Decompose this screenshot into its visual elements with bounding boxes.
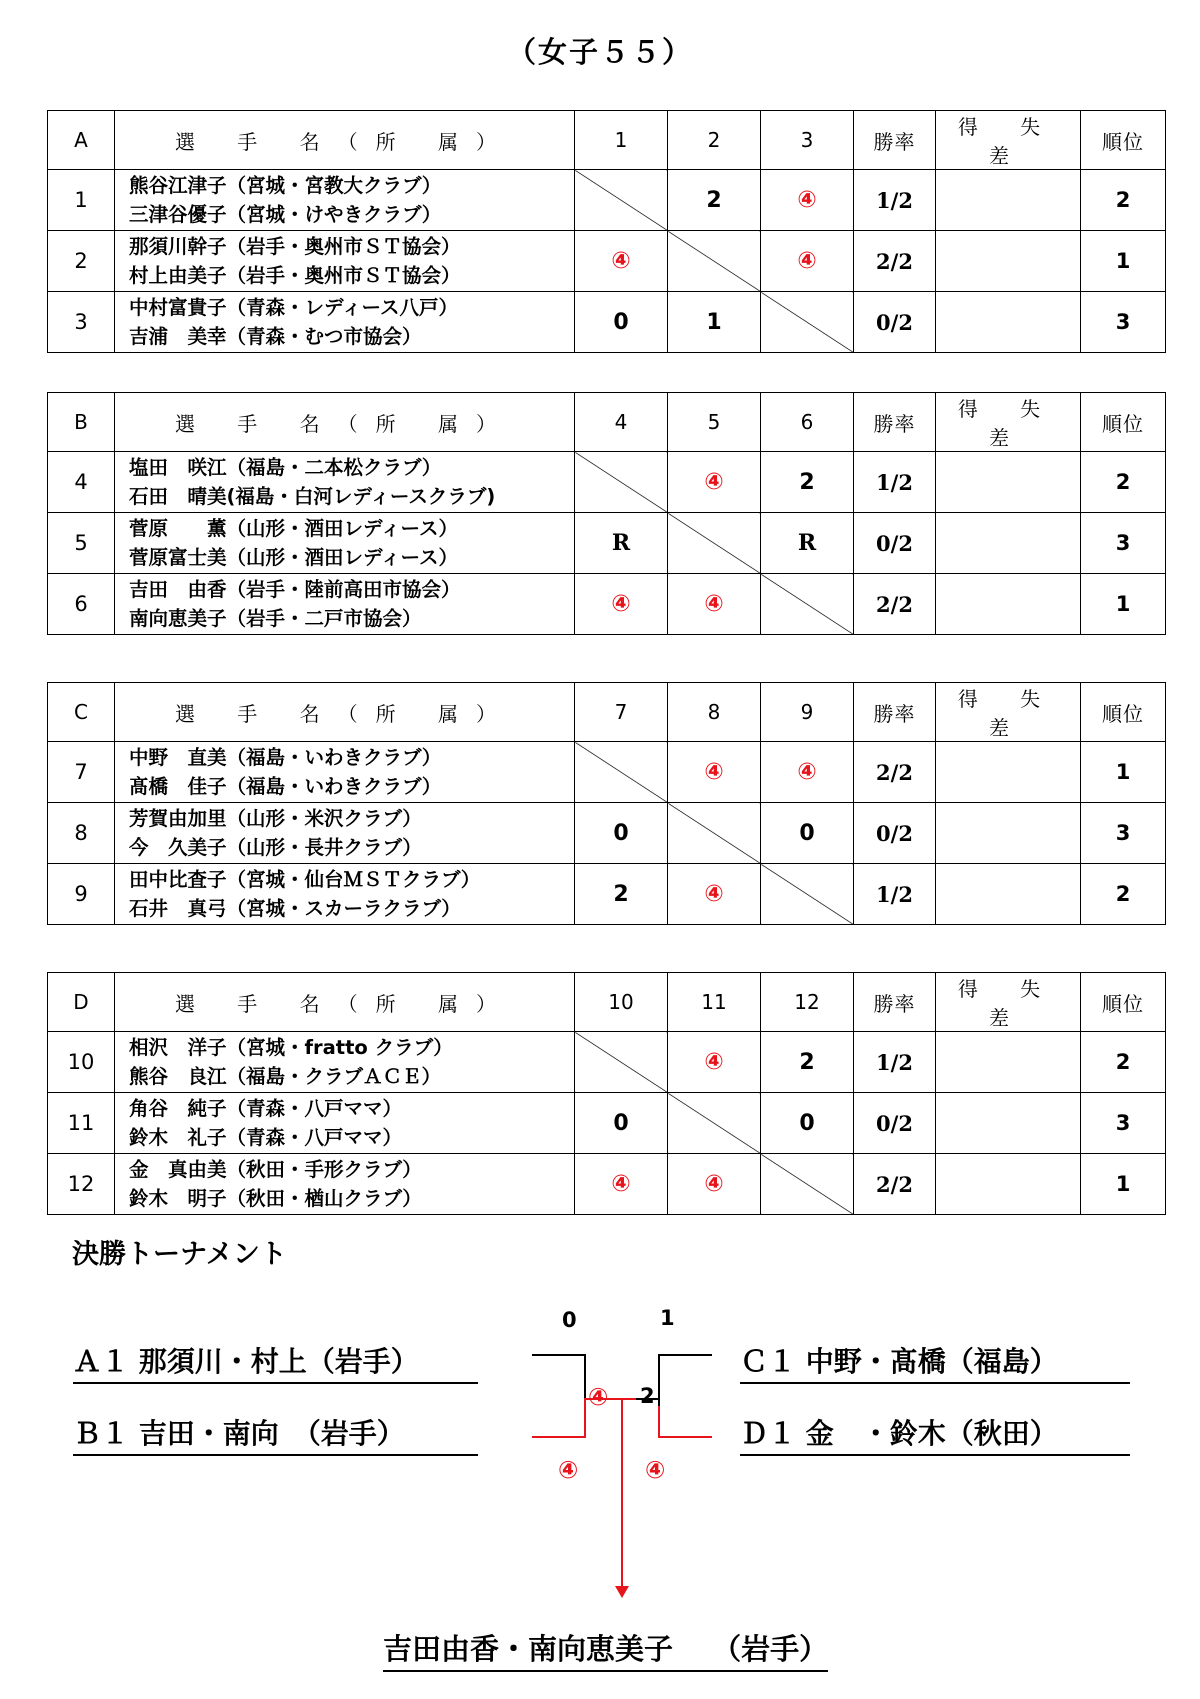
- header-win-rate: 勝率: [854, 973, 936, 1032]
- bracket-line-d1-v: [658, 1406, 660, 1438]
- win-rate: 0/2: [854, 292, 936, 353]
- point-diff: [936, 231, 1081, 292]
- bracket-line-winner: [621, 1398, 623, 1588]
- winner-arrow-icon: [615, 1586, 629, 1598]
- self-match-cell: [761, 864, 854, 925]
- pair-names: [115, 803, 575, 864]
- score-final-right: 2: [640, 1384, 655, 1408]
- table-row: [48, 742, 1166, 803]
- match-score: 1: [668, 292, 761, 353]
- point-diff: [936, 864, 1081, 925]
- match-score: ④: [575, 574, 668, 635]
- entry-a1: Ａ１ 那須川・村上（岩手）: [73, 1340, 478, 1384]
- header-point-diff: 得 失 差: [936, 393, 1081, 452]
- header-opponent-col: 11: [668, 973, 761, 1032]
- match-score: 0: [575, 1093, 668, 1154]
- group-header-row: [48, 683, 1166, 742]
- group-table-b: [47, 392, 1166, 635]
- win-rate: 2/2: [854, 1154, 936, 1215]
- player-2-name: 菅原富士美（山形・酒田レディース）: [129, 546, 458, 569]
- header-rank: 順位: [1081, 111, 1166, 170]
- rank: 2: [1081, 170, 1166, 231]
- self-match-cell: [761, 292, 854, 353]
- champion: 吉田由香・南向恵美子 （岩手）: [383, 1627, 828, 1672]
- pair-number: 11: [48, 1093, 115, 1154]
- match-score: 2: [761, 1032, 854, 1093]
- pair-names: [115, 292, 575, 353]
- pair-names: [115, 170, 575, 231]
- rank: 2: [1081, 1032, 1166, 1093]
- rank: 1: [1081, 742, 1166, 803]
- player-2-name: 熊谷 良江（福島・クラブＡＣＥ）: [129, 1065, 442, 1088]
- self-match-cell: [575, 742, 668, 803]
- header-player-name: 選 手 名（所 属）: [115, 111, 575, 170]
- self-match-cell: [761, 1154, 854, 1215]
- player-1-name: 相沢 洋子（宮城・fratto クラブ）: [129, 1036, 453, 1059]
- table-row: [48, 1032, 1166, 1093]
- point-diff: [936, 292, 1081, 353]
- pair-names: [115, 231, 575, 292]
- header-win-rate: 勝率: [854, 393, 936, 452]
- player-1-name: 塩田 咲江（福島・二本松クラブ）: [129, 456, 442, 479]
- pair-names: [115, 1032, 575, 1093]
- group-table-c: [47, 682, 1166, 925]
- self-match-cell: [668, 803, 761, 864]
- group-table-d: [47, 972, 1166, 1215]
- player-2-name: 鈴木 明子（秋田・楢山クラブ）: [129, 1187, 422, 1210]
- win-rate: 2/2: [854, 574, 936, 635]
- score-d1: ④: [645, 1456, 666, 1484]
- bracket-line-c1: [658, 1354, 712, 1356]
- entry-c1: Ｃ１ 中野・髙橋（福島）: [740, 1340, 1130, 1384]
- player-1-name: 菅原 薫（山形・酒田レディース）: [129, 517, 458, 540]
- player-1-name: 熊谷江津子（宮城・宮教大クラブ）: [129, 174, 442, 197]
- self-match-cell: [575, 452, 668, 513]
- header-player-name: 選 手 名（所 属）: [115, 683, 575, 742]
- bracket-line-b1-v: [584, 1398, 586, 1438]
- player-2-name: 三津谷優子（宮城・けやきクラブ）: [129, 203, 442, 226]
- win-rate: 2/2: [854, 742, 936, 803]
- self-match-cell: [668, 513, 761, 574]
- match-score: ④: [668, 742, 761, 803]
- entry-b1: Ｂ１ 吉田・南向 （岩手）: [73, 1412, 478, 1456]
- match-score: ④: [668, 574, 761, 635]
- match-score: 0: [761, 803, 854, 864]
- player-1-name: 田中比査子（宮城・仙台ＭＳＴクラブ）: [129, 868, 481, 891]
- table-row: [48, 513, 1166, 574]
- match-score: 0: [575, 803, 668, 864]
- pair-names: [115, 574, 575, 635]
- player-2-name: 南向恵美子（岩手・二戸市協会）: [129, 607, 422, 630]
- score-final-left: ④: [588, 1383, 609, 1411]
- point-diff: [936, 513, 1081, 574]
- rank: 1: [1081, 1154, 1166, 1215]
- group-header-row: [48, 973, 1166, 1032]
- bracket-line-c1-v: [658, 1354, 660, 1406]
- player-1-name: 那須川幹子（岩手・奥州市ＳＴ協会）: [129, 235, 461, 258]
- rank: 2: [1081, 864, 1166, 925]
- match-score: 0: [575, 292, 668, 353]
- group-label: C: [48, 683, 115, 742]
- pair-names: [115, 742, 575, 803]
- match-score: ④: [668, 1154, 761, 1215]
- self-match-cell: [575, 1032, 668, 1093]
- header-rank: 順位: [1081, 683, 1166, 742]
- player-2-name: 村上由美子（岩手・奥州市ＳＴ協会）: [129, 264, 461, 287]
- player-2-name: 鈴木 礼子（青森・八戸ママ）: [129, 1126, 403, 1149]
- header-point-diff: 得 失 差: [936, 111, 1081, 170]
- pair-number: 3: [48, 292, 115, 353]
- group-label: B: [48, 393, 115, 452]
- point-diff: [936, 452, 1081, 513]
- table-row: [48, 574, 1166, 635]
- match-score: ④: [575, 1154, 668, 1215]
- match-score: 2: [761, 452, 854, 513]
- win-rate: 2/2: [854, 231, 936, 292]
- match-score: ④: [668, 864, 761, 925]
- table-row: [48, 170, 1166, 231]
- player-2-name: 吉浦 美幸（青森・むつ市協会）: [129, 325, 422, 348]
- group-label: A: [48, 111, 115, 170]
- header-opponent-col: 1: [575, 111, 668, 170]
- group-label: D: [48, 973, 115, 1032]
- rank: 1: [1081, 231, 1166, 292]
- player-1-name: 吉田 由香（岩手・陸前高田市協会）: [129, 578, 461, 601]
- pair-names: [115, 1093, 575, 1154]
- pair-number: 9: [48, 864, 115, 925]
- header-win-rate: 勝率: [854, 111, 936, 170]
- group-header-row: [48, 393, 1166, 452]
- pair-number: 4: [48, 452, 115, 513]
- rank: 2: [1081, 452, 1166, 513]
- header-player-name: 選 手 名（所 属）: [115, 973, 575, 1032]
- pair-number: 10: [48, 1032, 115, 1093]
- header-opponent-col: 4: [575, 393, 668, 452]
- win-rate: 1/2: [854, 170, 936, 231]
- score-c1: 1: [660, 1306, 675, 1330]
- header-rank: 順位: [1081, 973, 1166, 1032]
- match-score: 2: [575, 864, 668, 925]
- match-score: ④: [761, 742, 854, 803]
- rank: 3: [1081, 1093, 1166, 1154]
- bracket-line-b1: [532, 1436, 586, 1438]
- self-match-cell: [575, 170, 668, 231]
- player-1-name: 角谷 純子（青森・八戸ママ）: [129, 1097, 403, 1120]
- match-score: 2: [668, 170, 761, 231]
- rank: 3: [1081, 513, 1166, 574]
- match-score: R: [575, 513, 668, 574]
- header-opponent-col: 10: [575, 973, 668, 1032]
- header-opponent-col: 2: [668, 111, 761, 170]
- header-point-diff: 得 失 差: [936, 973, 1081, 1032]
- player-2-name: 石田 晴美(福島・白河レディースクラブ): [129, 485, 496, 508]
- match-score: ④: [668, 452, 761, 513]
- header-opponent-col: 7: [575, 683, 668, 742]
- header-point-diff: 得 失 差: [936, 683, 1081, 742]
- pair-number: 12: [48, 1154, 115, 1215]
- bracket-line-d1: [658, 1436, 712, 1438]
- win-rate: 0/2: [854, 803, 936, 864]
- match-score: ④: [575, 231, 668, 292]
- match-score: ④: [761, 231, 854, 292]
- point-diff: [936, 574, 1081, 635]
- bracket-line-a1: [532, 1354, 586, 1356]
- self-match-cell: [761, 574, 854, 635]
- table-row: [48, 803, 1166, 864]
- player-1-name: 中村富貴子（青森・レディース八戸）: [129, 296, 458, 319]
- player-2-name: 髙橋 佳子（福島・いわきクラブ）: [129, 775, 442, 798]
- header-opponent-col: 5: [668, 393, 761, 452]
- self-match-cell: [668, 1093, 761, 1154]
- pair-names: [115, 513, 575, 574]
- entry-d1: Ｄ１ 金 ・鈴木（秋田）: [740, 1412, 1130, 1456]
- pair-names: [115, 1154, 575, 1215]
- match-score: ④: [761, 170, 854, 231]
- header-rank: 順位: [1081, 393, 1166, 452]
- header-player-name: 選 手 名（所 属）: [115, 393, 575, 452]
- table-row: [48, 231, 1166, 292]
- header-opponent-col: 9: [761, 683, 854, 742]
- player-1-name: 中野 直美（福島・いわきクラブ）: [129, 746, 442, 769]
- table-row: [48, 452, 1166, 513]
- win-rate: 1/2: [854, 1032, 936, 1093]
- pair-number: 1: [48, 170, 115, 231]
- point-diff: [936, 742, 1081, 803]
- point-diff: [936, 1154, 1081, 1215]
- match-score: R: [761, 513, 854, 574]
- player-2-name: 今 久美子（山形・長井クラブ）: [129, 836, 422, 859]
- rank: 3: [1081, 292, 1166, 353]
- player-2-name: 石井 真弓（宮城・スカーラクラブ）: [129, 897, 461, 920]
- win-rate: 1/2: [854, 864, 936, 925]
- point-diff: [936, 1032, 1081, 1093]
- header-opponent-col: 8: [668, 683, 761, 742]
- pair-number: 2: [48, 231, 115, 292]
- point-diff: [936, 1093, 1081, 1154]
- pair-names: [115, 864, 575, 925]
- header-win-rate: 勝率: [854, 683, 936, 742]
- pair-number: 6: [48, 574, 115, 635]
- self-match-cell: [668, 231, 761, 292]
- table-row: [48, 1093, 1166, 1154]
- rank: 1: [1081, 574, 1166, 635]
- header-opponent-col: 6: [761, 393, 854, 452]
- group-table-a: [47, 110, 1166, 353]
- match-score: ④: [668, 1032, 761, 1093]
- point-diff: [936, 170, 1081, 231]
- win-rate: 0/2: [854, 513, 936, 574]
- pair-number: 8: [48, 803, 115, 864]
- page-title: （女子５５）: [506, 35, 693, 69]
- win-rate: 1/2: [854, 452, 936, 513]
- player-1-name: 芳賀由加里（山形・米沢クラブ）: [129, 807, 422, 830]
- table-row: [48, 864, 1166, 925]
- pair-names: [115, 452, 575, 513]
- group-header-row: [48, 111, 1166, 170]
- table-row: [48, 1154, 1166, 1215]
- win-rate: 0/2: [854, 1093, 936, 1154]
- table-row: [48, 292, 1166, 353]
- header-opponent-col: 12: [761, 973, 854, 1032]
- match-score: 0: [761, 1093, 854, 1154]
- pair-number: 7: [48, 742, 115, 803]
- header-opponent-col: 3: [761, 111, 854, 170]
- player-1-name: 金 真由美（秋田・手形クラブ）: [129, 1158, 422, 1181]
- tournament-title: 決勝トーナメント: [72, 1239, 287, 1270]
- score-a1: 0: [562, 1308, 577, 1332]
- score-b1: ④: [558, 1456, 579, 1484]
- point-diff: [936, 803, 1081, 864]
- rank: 3: [1081, 803, 1166, 864]
- pair-number: 5: [48, 513, 115, 574]
